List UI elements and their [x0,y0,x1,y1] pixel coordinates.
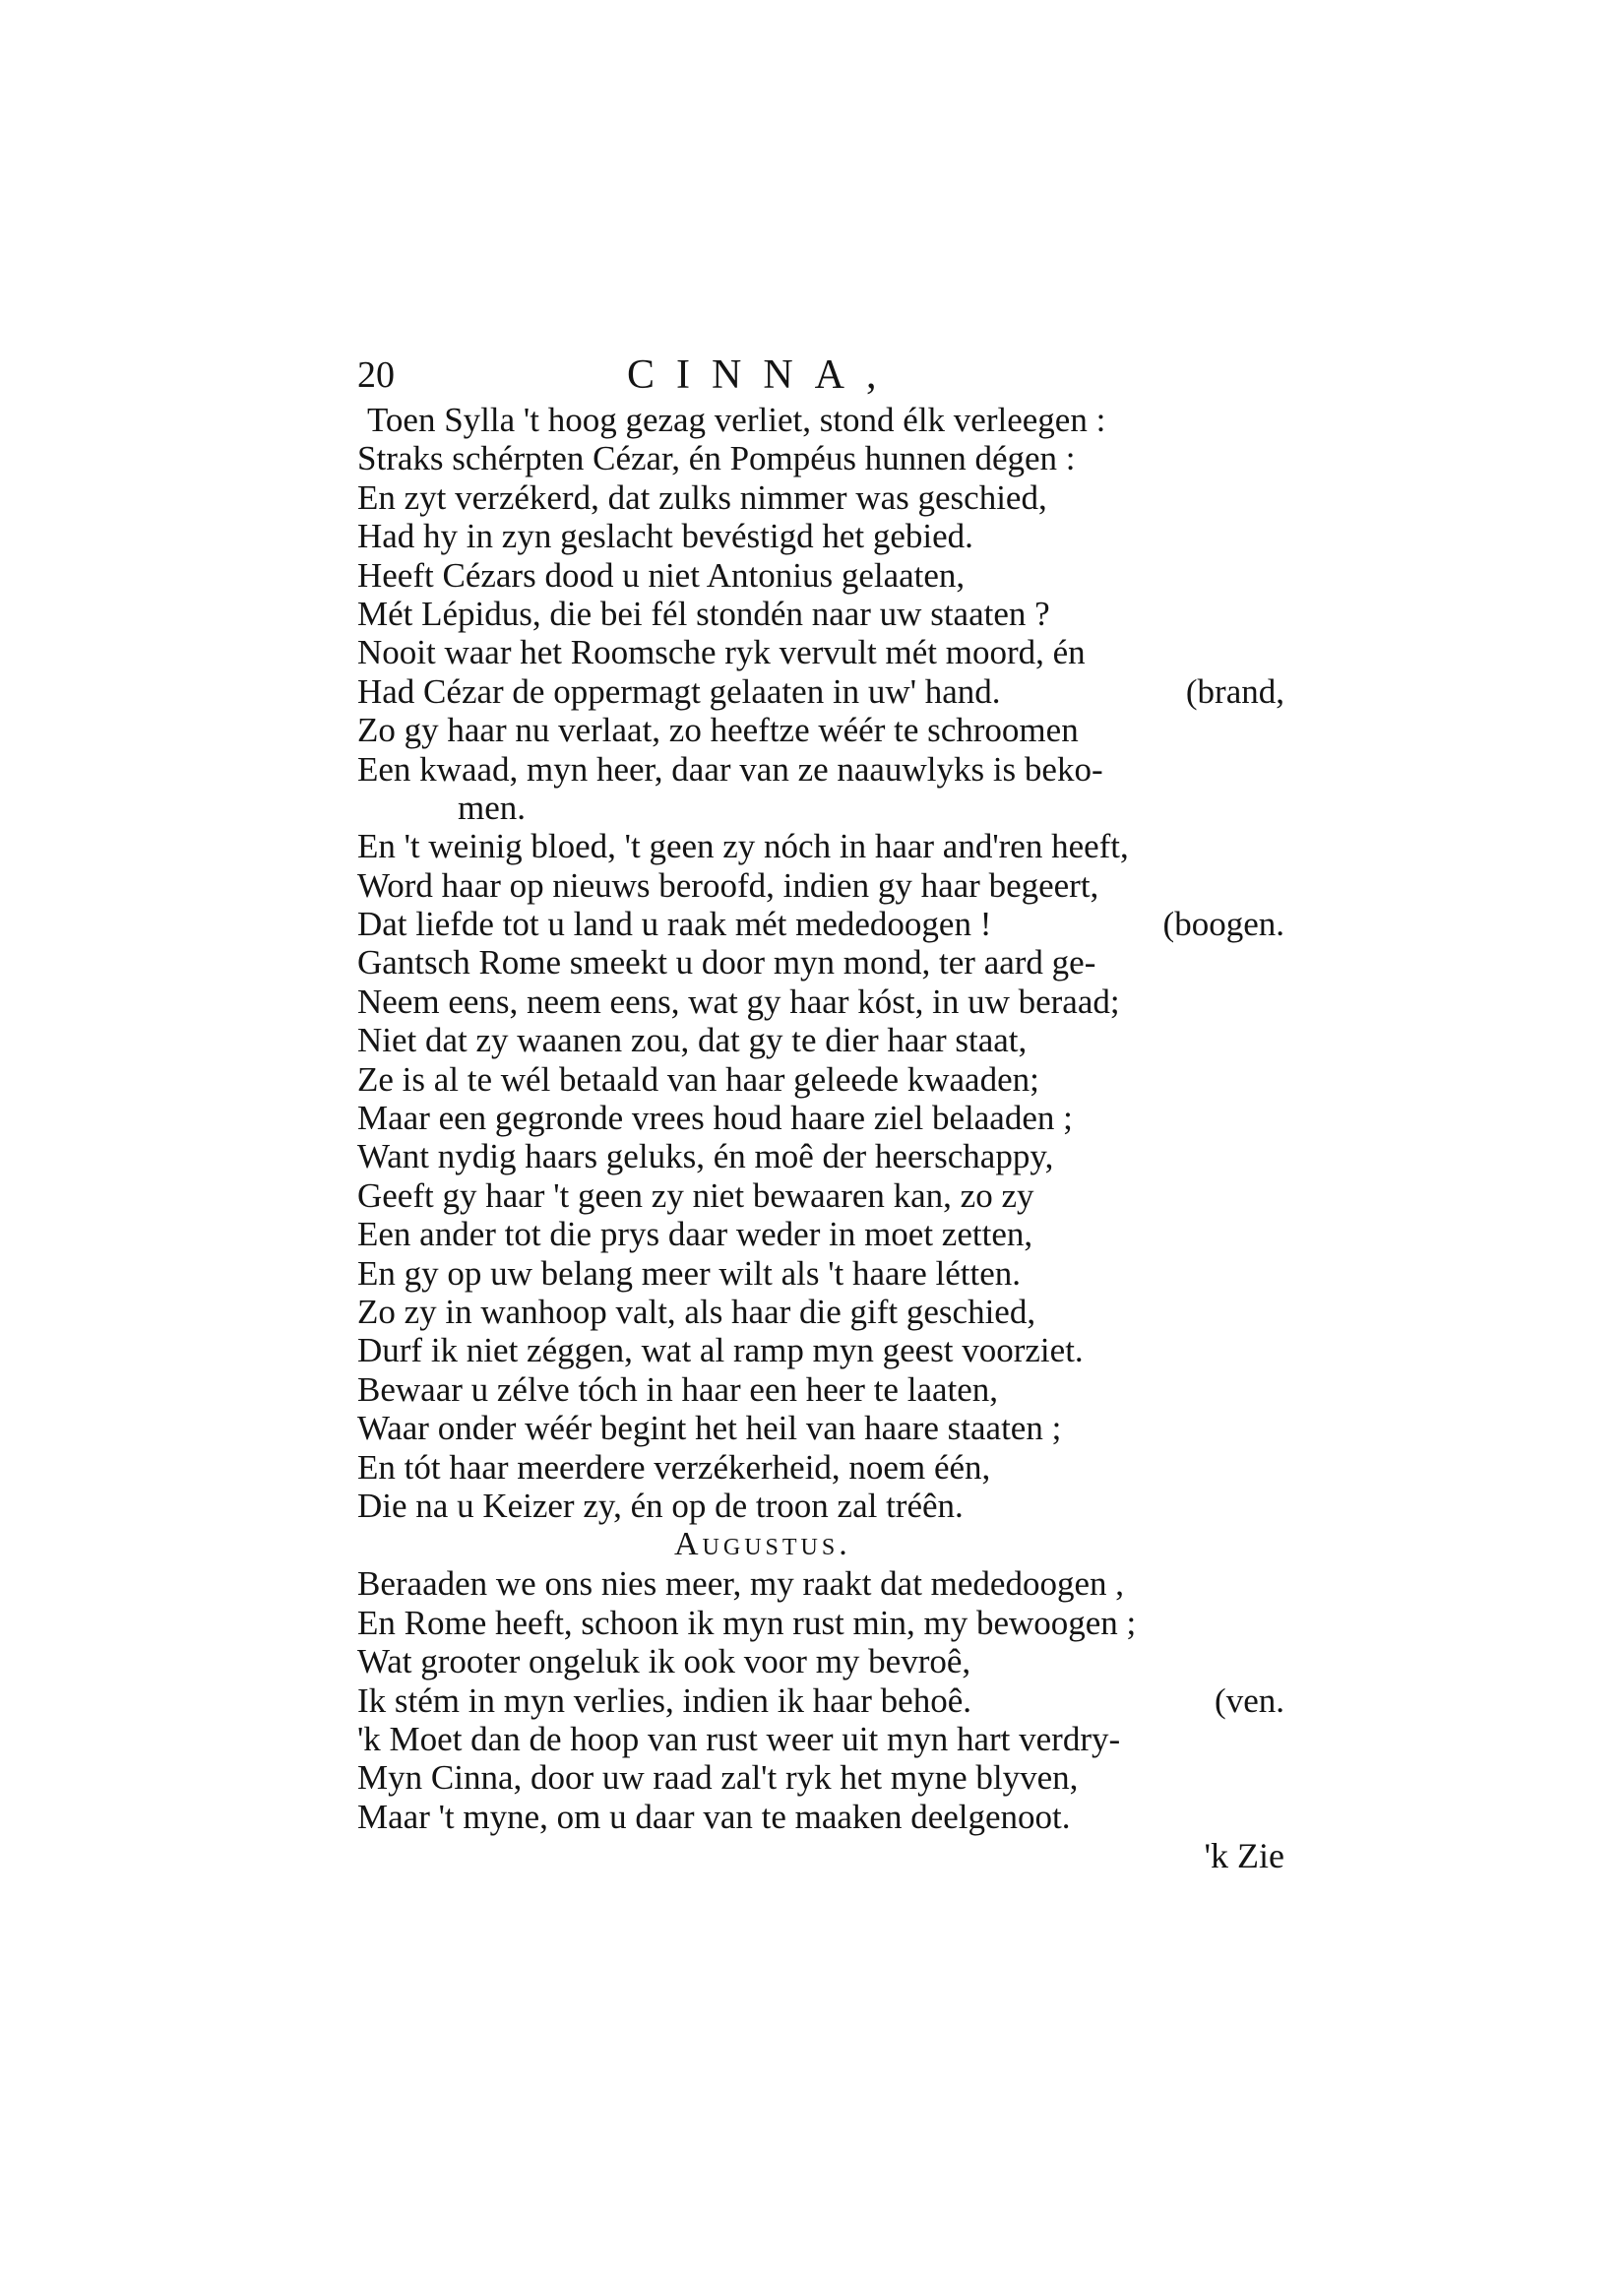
verse-line: Een kwaad, myn heer, daar van ze naauwlyks is beko- [357,749,1103,789]
overflow-word: (boogen. [1162,905,1284,944]
verse-text: Ik stém in myn verlies, indien ik haar behoê. [357,1680,972,1720]
running-header [349,349,1304,401]
verse-line: Straks schérpten Cézar, én Pompéus hunnen dégen : [357,439,1076,478]
verse-line: Word haar op nieuws beroofd, indien gy haar begeert, [357,865,1099,905]
verse-line: En gy op uw belang meer wilt als 't haare létten. [357,1253,1022,1293]
verse-line: Een ander tot die prys daar weder in moet zetten, [357,1215,1033,1254]
page-area [349,349,1304,1875]
verse-line: Waar onder wéér begint het heil van haare staaten ; [357,1409,1062,1448]
verse-line: Myn Cinna, door uw raad zal't ryk het myne blyven, [357,1758,1079,1798]
speaker-heading: Augustus. [674,1526,851,1563]
verse-line: En zyt verzékerd, dat zulks nimmer was geschied, [357,477,1047,517]
verse-line: Had hy in zyn geslacht bevéstigd het gebied. [357,517,973,556]
verse-line: 'k Moet dan de hoop van rust weer uit myn hart verdry- [357,1719,1121,1758]
verse-line: Die na u Keizer zy, én op de troon zal tréên. [357,1486,964,1525]
verse-text: Dat liefde tot u land u raak mét mededoogen ! [357,905,992,944]
verse-line: Heeft Cézars dood u niet Antonius gelaaten, [357,555,966,595]
verse-line: En 't weinig bloed, 't geen zy nóch in haar and'ren heeft, [357,827,1129,866]
verse-text: Had Cézar de oppermagt gelaaten in uw' hand. [357,671,1001,711]
verse-line: Maar een gegronde vrees houd haare ziel belaaden ; [357,1099,1073,1138]
verse-line: Neem eens, neem eens, wat gy haar kóst, in uw beraad; [357,982,1120,1021]
verse-line: Niet dat zy waanen zou, dat gy te dier haar staat, [357,1021,1028,1060]
page-number: 20 [357,354,395,396]
verse-line-continuation: men. [458,788,527,827]
verse-line: Bewaar u zélve tóch in haar een heer te laaten, [357,1369,999,1409]
catchword: 'k Zie [1204,1836,1284,1876]
verse-line: Beraaden we ons nies meer, my raakt dat mededoogen , [357,1564,1125,1604]
verse-line: Zo gy haar nu verlaat, zo heeftze wéér te schroomen [357,711,1079,750]
verse-line-with-overflow [349,1681,1304,1720]
verse-line: Toen Sylla 't hoog gezag verliet, stond élk verleegen : [367,401,1106,439]
verse-line: Mét Lépidus, die bei fél stondén naar uw staaten ? [357,594,1050,633]
verse-line: En tót haar meerdere verzékerheid, noem één, [357,1447,991,1487]
verse-block-1 [349,401,1304,1525]
verse-block-2 [349,1564,1304,1836]
verse-line: Want nydig haars geluks, én moê der heerschappy, [357,1137,1054,1176]
overflow-word: (ven. [1215,1680,1284,1720]
verse-line: Nooit waar het Roomsche ryk vervult mét moord, én [357,633,1086,672]
verse-line: Geeft gy haar 't geen zy niet bewaaren kan, zo zy [357,1175,1034,1215]
verse-line-with-overflow [349,905,1304,943]
verse-line: Gantsch Rome smeekt u door myn mond, ter aard ge- [357,943,1096,982]
verse-line: Maar 't myne, om u daar van te maaken deelgenoot. [357,1797,1071,1836]
verse-line: Wat grooter ongeluk ik ook voor my bevroê, [357,1642,971,1681]
overflow-word: (brand, [1185,671,1284,711]
verse-line: En Rome heeft, schoon ik myn rust min, my bewoogen ; [357,1603,1137,1642]
verse-line-with-overflow [349,672,1304,711]
running-title: CINNA, [627,352,899,398]
verse-line: Ze is al te wél betaald van haar geleede kwaaden; [357,1059,1039,1099]
verse-line: Durf ik niet zéggen, wat al ramp myn geest voorziet. [357,1331,1084,1370]
verse-line: Zo zy in wanhoop valt, als haar die gift geschied, [357,1292,1036,1331]
